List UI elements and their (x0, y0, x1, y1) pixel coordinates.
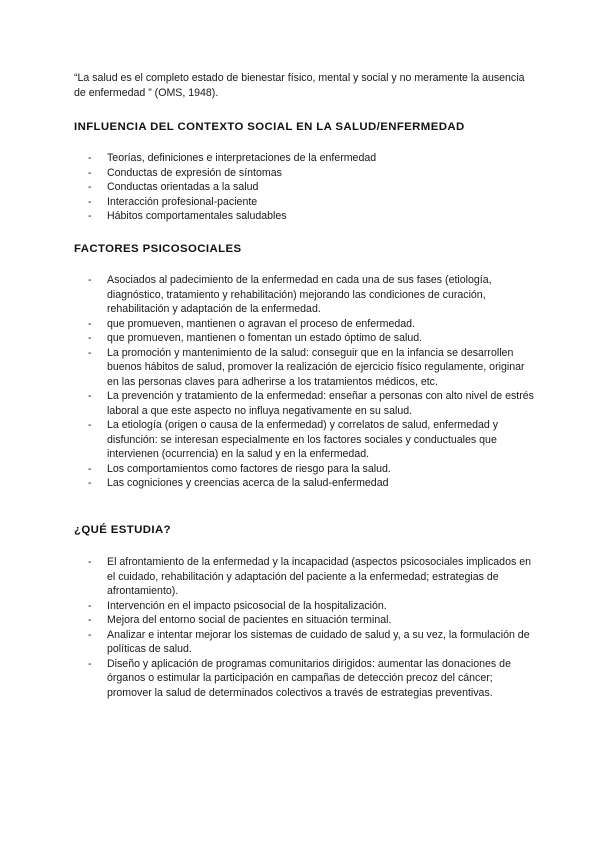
list-item: - que promueven, mantienen o agravan el proceso de enfermedad. (88, 317, 416, 330)
list-item: - Interacción profesional-paciente (88, 195, 258, 208)
list-item: - Mejora del entorno social de pacientes en situación terminal. (88, 614, 392, 626)
bullet-dash: - (88, 195, 92, 208)
bullet-dash: - (88, 614, 92, 626)
bullet-dash: - (88, 332, 92, 344)
bullet-dash: - (88, 166, 92, 179)
who-health-definition-quote: “La salud es el completo estado de bienestar físico, mental y social y no meramente la ausencia de enfermedad ” (OMS, 1948). (74, 72, 525, 99)
section-list-que-estudia (74, 555, 534, 700)
list-item: - Las cogniciones y creencias acerca de la salud-enfermedad (88, 477, 389, 489)
list-item: - El afrontamiento de la enfermedad y la incapacidad (aspectos psicosociales implicados en el cuidado, rehabilitación y adaptación del paciente a la enfermedad; estrategias de afrontamiento). (88, 556, 531, 597)
bullet-dash: - (88, 599, 92, 612)
list-item: - La promoción y mantenimiento de la salud: conseguir que en la infancia se desarrollen buenos hábitos de salud, promover la realización de ejercicio físico regulamente, originar en las personas claves para adherirse a los tratamientos médicos, etc. (88, 346, 525, 388)
section-heading-contexto-social: INFLUENCIA DEL CONTEXTO SOCIAL EN LA SALUD/ENFERMEDAD (74, 121, 465, 133)
section-heading-que-estudia: ¿QUÉ ESTUDIA? (74, 524, 171, 536)
bullet-dash: - (88, 152, 92, 164)
list-item: - Los comportamientos como factores de riesgo para la salud. (88, 462, 391, 475)
list-item: - La prevención y tratamiento de la enfermedad: enseñar a personas con alto nivel de estrés laboral a que este aspecto no influya negativamente en su salud. (88, 390, 534, 417)
section-list-contexto-social (74, 151, 534, 224)
bullet-dash: - (88, 317, 92, 330)
list-item: - Teorías, definiciones e interpretaciones de la enfermedad (88, 152, 377, 164)
list-item: - La etiología (origen o causa de la enfermedad) y correlatos de salud, enfermedad y disfunción: se interesan especialmente en los factores sociales y conductuales que intervienen (ocurrencia) en la salud y en la enfermedad. (88, 419, 499, 460)
list-item: - Analizar e intentar mejorar los sistemas de cuidado de salud y, a su vez, la formulación de políticas de salud. (88, 628, 530, 655)
list-item: - Conductas de expresión de síntomas (88, 166, 282, 179)
bullet-dash: - (88, 462, 92, 475)
bullet-dash: - (88, 657, 92, 670)
bullet-dash: - (88, 556, 92, 568)
bullet-dash: - (88, 477, 92, 489)
list-item: - que promueven, mantienen o fomentan un estado óptimo de salud. (88, 332, 423, 344)
bullet-dash: - (88, 628, 92, 641)
bullet-dash: - (88, 419, 92, 431)
list-item: - Intervención en el impacto psicosocial de la hospitalización. (88, 599, 387, 612)
bullet-dash: - (88, 390, 92, 402)
list-item: - Hábitos comportamentales saludables (88, 210, 287, 222)
list-item: - Asociados al padecimiento de la enfermedad en cada una de sus fases (etiología, diagnóstico, tratamiento y rehabilitación) mejorando las condiciones de curación, rehabilitación y adaptación de la enfermedad. (88, 274, 492, 315)
list-item: - Diseño y aplicación de programas comunitarios dirigidos: aumentar las donaciones de órganos o estimular la participación en campañas de detección precoz del cáncer; promover la salud de determinados colectivos a través de estrategias preventivas. (88, 657, 511, 699)
bullet-dash: - (88, 346, 92, 359)
bullet-dash: - (88, 274, 92, 286)
section-heading-factores-psicosociales: FACTORES PSICOSOCIALES (74, 243, 242, 255)
list-item: - Conductas orientadas a la salud (88, 181, 259, 193)
bullet-dash: - (88, 181, 92, 193)
bullet-dash: - (88, 210, 92, 222)
section-list-factores-psicosociales (74, 273, 534, 491)
